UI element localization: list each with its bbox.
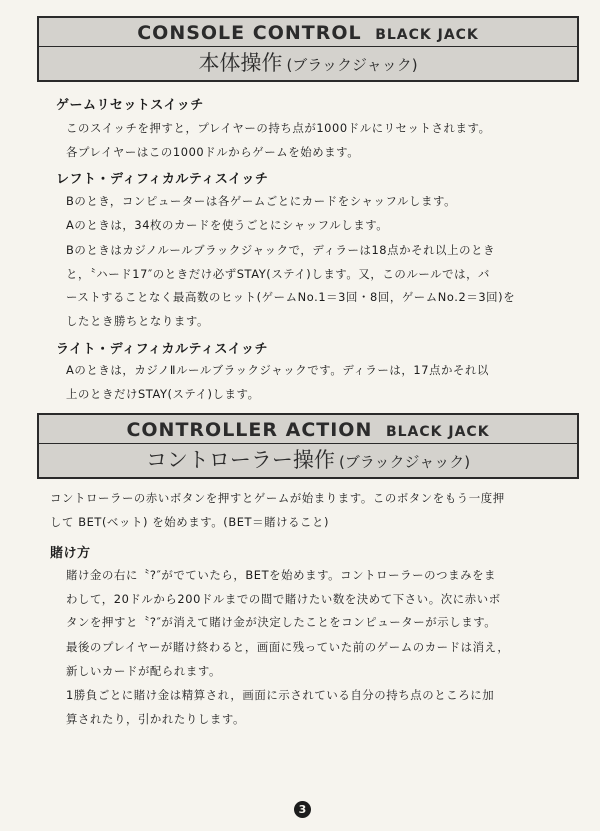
text-line: タンを押すと〝?″が消えて賭け金が決定したことをコンピューターが示します。 [66,615,497,629]
text-line: 上のときだけSTAY(ステイ)します。 [66,386,260,401]
page-number: 3 [294,801,311,818]
betting-para2 [66,636,509,683]
text-line: 新しいカードが配られます。 [66,663,221,678]
text-line: 1勝負ごとに賭け金は精算され，画面に示されている自分の持ち点のところに加 [66,688,495,702]
text-line: Aのときは，カジノⅡルールブラックジャックです。ディラーは，17点かそれ以 [66,363,490,377]
text-line: したとき勝ちとなります。 [66,313,209,328]
text-line: Bのとき，コンピューターは各ゲームごとにカードをシャッフルします。 [66,194,457,208]
banner-title-jp-sub: (ブラックジャック) [338,453,471,471]
betting-para3 [66,684,494,731]
banner-title-en [39,18,577,47]
controller-action-banner [37,413,579,479]
text-line: 最後のプレイヤーが賭け終わると，画面に残っていた前のゲームのカードは消え， [66,640,510,654]
text-line: コントローラーの赤いボタンを押すとゲームが始まります。このボタンをもう一度押 [50,491,505,505]
banner-title-jp [39,47,577,80]
text-line: このスイッチを押すと，プレイヤーの持ち点が1000ドルにリセットされます。 [66,121,491,135]
text-line: 各プレイヤーはこの1000ドルからゲームを始めます。 [66,144,360,159]
betting-heading: 賭け方 [50,546,91,561]
banner-title-en-main: CONTROLLER ACTION [126,419,373,441]
text-line: ーストすることなく最高数のヒット(ゲームNo.1＝3回・8回，ゲームNo.2＝3回)を [66,290,516,304]
banner-title-en-sub: BLACK JACK [385,424,490,440]
right-difficulty-text [66,359,489,406]
right-difficulty-heading: ライト・ディフィカルティスイッチ [56,342,268,357]
banner-title-en [39,415,577,444]
banner-title-jp [39,444,577,477]
left-difficulty-para2 [66,239,515,333]
text-line: わして，20ドルから200ドルまでの間で賭けたい数を決めて下さい。次に赤いボ [66,591,501,606]
text-line: と，〝ハード17″のときだけ必ずSTAY(ステイ)します。又，このルールでは，バ [66,266,491,281]
game-reset-heading: ゲームリセットスイッチ [56,98,204,113]
text-line: 算されたり，引かれたりします。 [66,711,245,726]
left-difficulty-heading: レフト・ディフィカルティスイッチ [56,172,269,187]
banner-title-jp-main: 本体操作 [198,51,283,75]
text-line: して BET(ベット) を始めます。(BET＝賭けること) [50,514,330,529]
text-line: 賭け金の右に〝?″がでていたら，BETを始めます。コントローラーのつまみをま [66,568,497,582]
banner-title-en-sub: BLACK JACK [375,27,479,43]
controller-intro-text [50,487,505,534]
console-control-banner [37,16,579,82]
banner-title-jp-sub: (ブラックジャック) [286,56,418,74]
banner-title-en-main: CONSOLE CONTROL [137,22,362,44]
betting-para1 [66,564,501,635]
banner-title-jp-main: コントローラー操作 [145,448,335,472]
game-reset-text [66,117,491,164]
text-line: Aのときは，34枚のカードを使うごとにシャッフルします。 [66,217,389,232]
text-line: Bのときはカジノルールブラックジャックで，ディラーは18点かそれ以上のとき [66,243,496,257]
left-difficulty-para1 [66,190,456,237]
